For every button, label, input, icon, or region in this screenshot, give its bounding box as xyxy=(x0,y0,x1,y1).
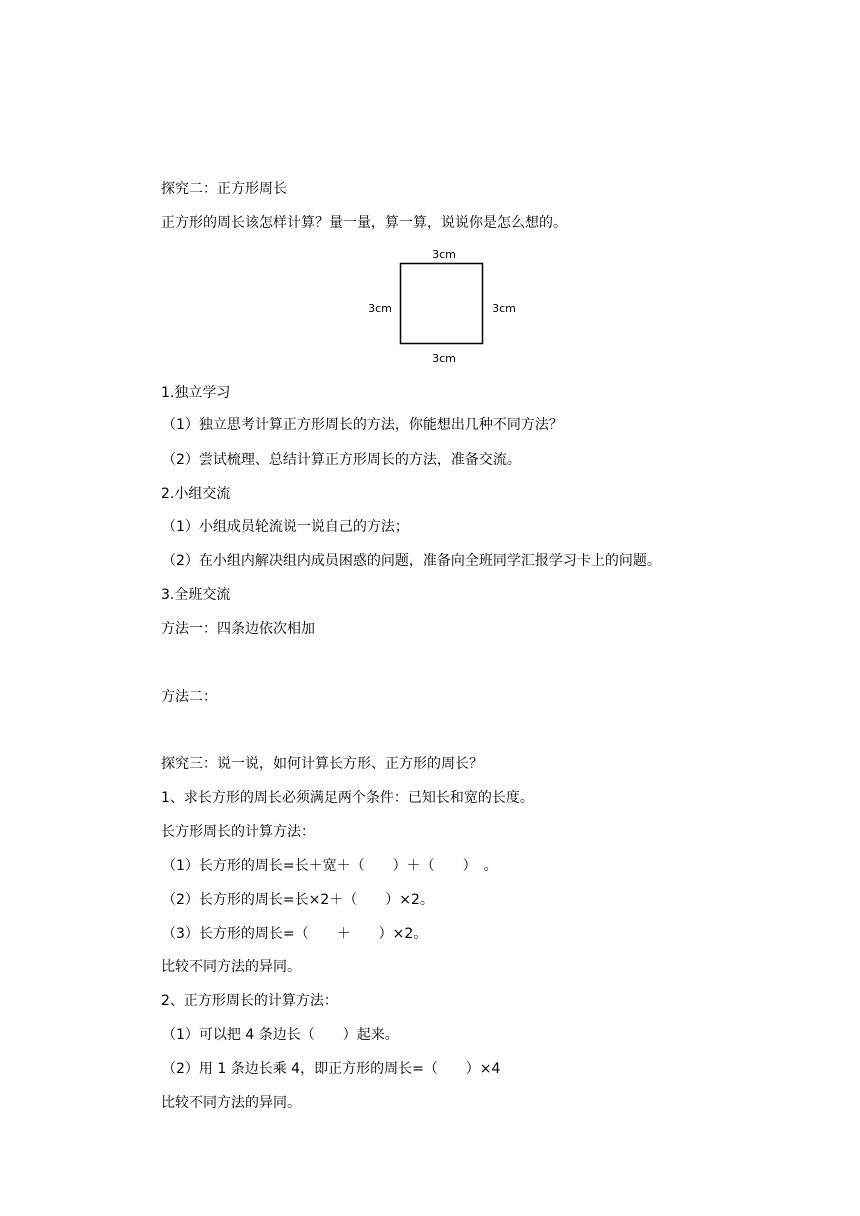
section3-title: 探究三：说一说，如何计算长方形、正方形的周长？ xyxy=(161,756,483,772)
section3-item2: 2、正方形周长的计算方法： xyxy=(161,993,338,1009)
method1-text: 方法一：四条边依次相加 xyxy=(161,621,315,637)
step2-title: 2.小组交流 xyxy=(161,486,231,502)
step2-item2: （2）在小组内解决组内成员困惑的问题，准备向全班同学汇报学习卡上的问题。 xyxy=(162,553,661,569)
square-shape xyxy=(401,264,483,344)
step1-title: 1.独立学习 xyxy=(161,385,231,401)
square-method1: （1）可以把 4 条边长（ ）起来。 xyxy=(162,1027,399,1043)
compare-text-2: 比较不同方法的异同。 xyxy=(161,1095,301,1111)
step1-item2: （2）尝试梳理、总结计算正方形周长的方法，准备交流。 xyxy=(162,452,521,468)
square-method2: （2）用 1 条边长乘 4，即正方形的周长=（ ）×4 xyxy=(162,1061,501,1077)
right-side-label: 3cm xyxy=(492,302,516,315)
method2-text: 方法二： xyxy=(161,689,217,705)
step3-title: 3.全班交流 xyxy=(161,587,231,603)
section3-item1: 1、求长方形的周长必须满足两个条件：已知长和宽的长度。 xyxy=(161,790,534,806)
step2-item1: （1）小组成员轮流说一说自己的方法； xyxy=(162,519,409,535)
step1-item1: （1）独立思考计算正方形周长的方法，你能想出几种不同方法？ xyxy=(162,417,563,433)
section2-prompt: 正方形的周长该怎样计算？量一量，算一算，说说你是怎么想的。 xyxy=(161,215,567,231)
rect-method2: （2）长方形的周长=长×2＋（ ）×2。 xyxy=(162,892,434,908)
compare-text-1: 比较不同方法的异同。 xyxy=(161,959,301,975)
section2-title: 探究二：正方形周长 xyxy=(161,181,287,197)
square-figure xyxy=(362,244,522,368)
left-side-label: 3cm xyxy=(368,302,392,315)
rect-method1: （1）长方形的周长=长＋宽＋（ ）＋（ ） 。 xyxy=(162,858,498,874)
square-diagram xyxy=(362,244,522,368)
top-side-label: 3cm xyxy=(432,248,456,261)
bottom-side-label: 3cm xyxy=(432,352,456,365)
rect-method3: （3）长方形的周长=（ ＋ ）×2。 xyxy=(162,926,428,942)
rect-methods-title: 长方形周长的计算方法： xyxy=(161,824,315,840)
